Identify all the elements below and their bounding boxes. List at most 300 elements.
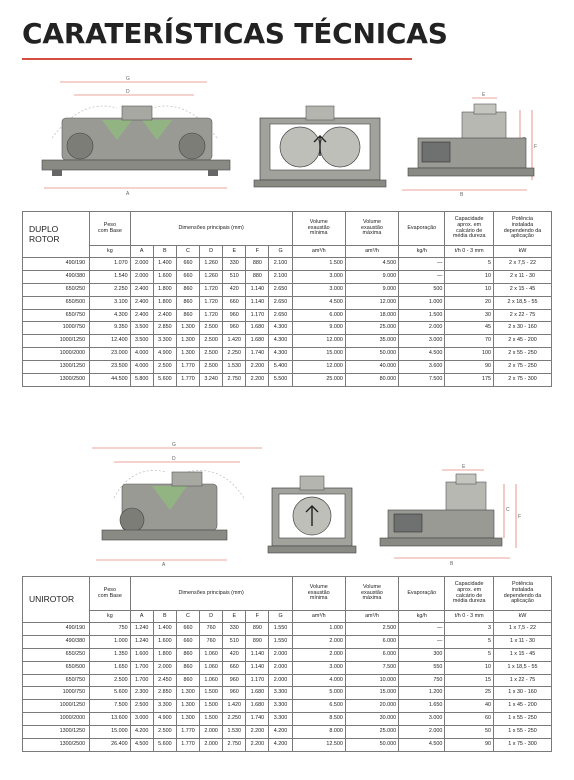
table-cell: 2 x 45 - 200 — [493, 335, 551, 348]
table-cell: 1.420 — [223, 335, 246, 348]
table-cell: 10 — [445, 270, 494, 283]
table-cell: 1.400 — [153, 623, 176, 636]
table-cell: 660 — [176, 258, 199, 271]
table-cell: 2.400 — [130, 283, 153, 296]
table-row — [23, 283, 552, 296]
unit-cell: t/h 0 - 3 mm — [445, 611, 494, 623]
table-cell: 1300/1250 — [23, 726, 90, 739]
table-cell: 1.300 — [176, 687, 199, 700]
table-row — [23, 635, 552, 648]
table-cell: 1.540 — [90, 270, 131, 283]
table-cell: 2.000 — [399, 726, 445, 739]
unit-cell: B — [153, 246, 176, 258]
table-cell: 1000/750 — [23, 322, 90, 335]
table-cell: 330 — [223, 258, 246, 271]
table-cell: 2.000 — [153, 661, 176, 674]
table-cell: 1.260 — [200, 270, 223, 283]
unirotor-side-view — [92, 442, 262, 568]
table-cell: 1.420 — [223, 700, 246, 713]
table-cell: 1000/1250 — [23, 700, 90, 713]
table-cell: 3.600 — [399, 361, 445, 374]
unit-cell: kg/h — [399, 246, 445, 258]
table-row — [23, 661, 552, 674]
page-title: CARATERÍSTICAS TÉCNICAS — [22, 17, 448, 50]
table-cell: 2.250 — [223, 348, 246, 361]
unit-cell: C — [176, 246, 199, 258]
table-cell: 1.000 — [90, 635, 131, 648]
table-cell: 1.260 — [200, 258, 223, 271]
table-cell: 1.500 — [399, 309, 445, 322]
table-cell: 2.100 — [269, 258, 292, 271]
dim-label-b: B — [450, 561, 454, 567]
table-cell: 1.600 — [130, 648, 153, 661]
table-cell: 1.770 — [176, 374, 199, 387]
table-cell: 2.100 — [269, 270, 292, 283]
unit-cell: F — [246, 611, 269, 623]
table-cell: — — [399, 635, 445, 648]
table-cell: 860 — [176, 674, 199, 687]
table-cell: 44.500 — [90, 374, 131, 387]
table-cell: 2.650 — [269, 283, 292, 296]
table-cell: 2.500 — [90, 674, 131, 687]
table-cell: 2.500 — [200, 335, 223, 348]
table-cell: 510 — [223, 635, 246, 648]
table-cell: 12.500 — [292, 739, 345, 752]
table-cell: 1.350 — [90, 648, 131, 661]
table-cell: 12.000 — [292, 335, 345, 348]
table-cell: 1.060 — [200, 648, 223, 661]
dim-label-e: E — [462, 464, 466, 470]
table-cell: 2.250 — [90, 283, 131, 296]
table-cell: 2.850 — [153, 687, 176, 700]
table-cell: 25.000 — [345, 322, 398, 335]
unirotor-front-view — [268, 476, 356, 553]
table-cell: 50.000 — [345, 739, 398, 752]
table-cell: 1.300 — [176, 348, 199, 361]
table-cell: 26.400 — [90, 739, 131, 752]
table-cell: 45 — [445, 322, 494, 335]
table-cell: 1 x 11 - 30 — [493, 635, 551, 648]
unit-cell: kW — [493, 246, 551, 258]
table-cell: 650/250 — [23, 283, 90, 296]
table-cell: 860 — [176, 296, 199, 309]
table-cell: 5 — [445, 635, 494, 648]
table-cell: 5 — [445, 258, 494, 271]
table-cell: 8.500 — [292, 713, 345, 726]
table-cell: 1.720 — [200, 296, 223, 309]
table-cell: 2.000 — [399, 322, 445, 335]
table-cell: 30 — [445, 309, 494, 322]
table-cell: 12.400 — [90, 335, 131, 348]
table-cell: 1300/2500 — [23, 739, 90, 752]
table-cell: — — [399, 258, 445, 271]
table-cell: 1000/2000 — [23, 348, 90, 361]
table-row — [23, 296, 552, 309]
table-cell: 2 x 55 - 250 — [493, 348, 551, 361]
table-cell: 50 — [445, 726, 494, 739]
unit-cell: A — [130, 246, 153, 258]
table-cell: 1.740 — [246, 713, 269, 726]
table-cell: 1 x 30 - 160 — [493, 687, 551, 700]
table-cell: 760 — [200, 623, 223, 636]
table-cell: 4.200 — [269, 739, 292, 752]
table-cell: 20 — [445, 296, 494, 309]
table-cell: 3.500 — [130, 322, 153, 335]
table-cell: 7.500 — [90, 700, 131, 713]
table-cell: 1.770 — [176, 739, 199, 752]
table-cell: 490/190 — [23, 258, 90, 271]
table-cell: 330 — [223, 623, 246, 636]
unit-cell: am³/h — [292, 246, 345, 258]
table-cell: 860 — [176, 283, 199, 296]
table-cell: 2.650 — [269, 296, 292, 309]
table-cell: 1000/750 — [23, 687, 90, 700]
table-cell: 890 — [246, 635, 269, 648]
table-cell: 1.800 — [153, 648, 176, 661]
col-dimensoes: Dimensões principais (mm) — [130, 577, 292, 611]
table-cell: 1.140 — [246, 283, 269, 296]
table-cell: 1.300 — [176, 335, 199, 348]
table-cell: 3.100 — [90, 296, 131, 309]
dim-label-g: G — [172, 442, 176, 448]
table-cell: 2 x 11 - 30 — [493, 270, 551, 283]
table-cell: 960 — [223, 687, 246, 700]
table-cell: — — [399, 270, 445, 283]
table-cell: 9.350 — [90, 322, 131, 335]
table-row — [23, 739, 552, 752]
unit-cell: E — [223, 246, 246, 258]
col-potencia: Potência instalada dependendo da aplicação — [493, 577, 551, 611]
table-cell: 5.600 — [153, 374, 176, 387]
table-cell: 4.500 — [292, 296, 345, 309]
unit-cell: D — [200, 611, 223, 623]
table-cell: 2.300 — [130, 687, 153, 700]
table-cell: 300 — [399, 648, 445, 661]
table-row — [23, 648, 552, 661]
table-cell: 1.800 — [153, 283, 176, 296]
table-cell: 90 — [445, 739, 494, 752]
table-cell: 20.000 — [345, 700, 398, 713]
table-cell: 1300/2500 — [23, 374, 90, 387]
table-cell: 2.000 — [200, 726, 223, 739]
unit-cell: kg — [90, 611, 131, 623]
table-cell: 1.300 — [176, 713, 199, 726]
table-model-label: UNIROTOR — [23, 577, 90, 623]
table-cell: 880 — [246, 258, 269, 271]
table-cell: 2.400 — [130, 296, 153, 309]
col-evaporacao: Evaporação — [399, 212, 445, 246]
table-cell: 1.500 — [200, 713, 223, 726]
table-cell: 2.650 — [269, 309, 292, 322]
table-cell: 2 x 75 - 250 — [493, 361, 551, 374]
table-cell: 35.000 — [345, 335, 398, 348]
table-cell: 1.060 — [200, 661, 223, 674]
table-cell: 10 — [445, 283, 494, 296]
table-cell: 1.680 — [246, 335, 269, 348]
table-cell: 5.000 — [292, 687, 345, 700]
table-cell: 1.800 — [153, 296, 176, 309]
table-cell: 6.000 — [345, 648, 398, 661]
table-cell: 660 — [176, 635, 199, 648]
table-cell: 860 — [176, 661, 199, 674]
table-cell: 8.000 — [292, 726, 345, 739]
table-cell: 1.680 — [246, 322, 269, 335]
dim-label-b: B — [460, 192, 464, 198]
table-cell: 4.500 — [345, 258, 398, 271]
table-cell: 3.000 — [292, 270, 345, 283]
table-cell: 1.500 — [292, 258, 345, 271]
duplo-side-view — [42, 76, 230, 197]
table-cell: 5.600 — [153, 739, 176, 752]
table-cell: 1.770 — [176, 361, 199, 374]
table-cell: 12.000 — [292, 361, 345, 374]
table-cell: 3.500 — [130, 335, 153, 348]
table-cell: 2.200 — [246, 361, 269, 374]
table-cell: 50.000 — [345, 348, 398, 361]
table-cell: 5.400 — [269, 361, 292, 374]
dim-label-f: F — [534, 144, 538, 150]
table-cell: 1.200 — [399, 687, 445, 700]
table-cell: 30.000 — [345, 713, 398, 726]
col-vol-max: Volume exaustão máxima — [345, 212, 398, 246]
table-cell: 650/250 — [23, 648, 90, 661]
table-cell: 3.300 — [269, 713, 292, 726]
table-cell: 1.140 — [246, 661, 269, 674]
table-cell: 1.700 — [130, 661, 153, 674]
table-row — [23, 623, 552, 636]
table-cell: 1.500 — [200, 687, 223, 700]
table-row — [23, 258, 552, 271]
table-cell: 1 x 18,5 - 55 — [493, 661, 551, 674]
table-cell: 860 — [176, 648, 199, 661]
col-vol-min: Volume exaustão mínima — [292, 212, 345, 246]
col-evaporacao: Evaporação — [399, 577, 445, 611]
table-row — [23, 674, 552, 687]
unit-cell: kg/h — [399, 611, 445, 623]
table-cell: 3.000 — [130, 713, 153, 726]
col-capacidade: Capacidade aprox. em calcário de média dureza — [445, 577, 494, 611]
table-cell: 1.070 — [90, 258, 131, 271]
table-cell: 1.530 — [223, 361, 246, 374]
table-cell: 25.000 — [345, 726, 398, 739]
table-cell: 7.500 — [345, 661, 398, 674]
table-cell: 3.000 — [292, 661, 345, 674]
unit-cell: B — [153, 611, 176, 623]
table-cell: 6.000 — [292, 309, 345, 322]
table-cell: 1 x 7,5 - 22 — [493, 623, 551, 636]
table-cell: 1 x 15 - 45 — [493, 648, 551, 661]
table-cell: 1.500 — [200, 700, 223, 713]
table-cell: 1 x 75 - 300 — [493, 739, 551, 752]
table-cell: 40.000 — [345, 361, 398, 374]
table-cell: 1.770 — [176, 726, 199, 739]
table-model-label: DUPLO ROTOR — [23, 212, 90, 258]
table-cell: 2 x 22 - 75 — [493, 309, 551, 322]
table-cell: 18.000 — [345, 309, 398, 322]
table-cell: 1.240 — [130, 635, 153, 648]
table-cell: 1.000 — [399, 296, 445, 309]
table-cell: 2.500 — [130, 700, 153, 713]
table-cell: 490/380 — [23, 270, 90, 283]
table-cell: 1.720 — [200, 283, 223, 296]
table-cell: 5.600 — [90, 687, 131, 700]
table-cell: 2.500 — [200, 361, 223, 374]
dim-label-a: A — [162, 562, 166, 568]
table-cell: 2.500 — [153, 726, 176, 739]
table-cell: 70 — [445, 335, 494, 348]
table-cell: 890 — [246, 623, 269, 636]
table-cell: 650/750 — [23, 674, 90, 687]
dim-label-a: A — [126, 191, 130, 197]
table-cell: 2.750 — [223, 739, 246, 752]
table-cell: 860 — [176, 309, 199, 322]
table-cell: — — [399, 623, 445, 636]
duplo-end-view — [402, 92, 537, 198]
table-row — [23, 361, 552, 374]
table-row — [23, 335, 552, 348]
table-cell: 510 — [223, 270, 246, 283]
table-cell: 7.500 — [399, 374, 445, 387]
units-row — [23, 246, 552, 258]
table-cell: 4.300 — [269, 335, 292, 348]
dim-label-d: D — [172, 456, 176, 462]
table-cell: 2 x 18,5 - 55 — [493, 296, 551, 309]
table-cell: 2.200 — [246, 726, 269, 739]
table-row — [23, 322, 552, 335]
unit-cell: F — [246, 246, 269, 258]
table-cell: 60 — [445, 713, 494, 726]
table-cell: 3.300 — [153, 700, 176, 713]
table-cell: 960 — [223, 309, 246, 322]
table-cell: 1000/2000 — [23, 713, 90, 726]
table-cell: 5.500 — [269, 374, 292, 387]
table-cell: 4.900 — [153, 713, 176, 726]
table-cell: 550 — [399, 661, 445, 674]
table-row — [23, 700, 552, 713]
duplo-front-view — [254, 106, 386, 187]
table-cell: 4.300 — [269, 322, 292, 335]
unit-cell: am³/h — [292, 611, 345, 623]
table-cell: 2.400 — [130, 309, 153, 322]
table-cell: 1.550 — [269, 635, 292, 648]
table-cell: 650/500 — [23, 661, 90, 674]
table-cell: 6.000 — [345, 635, 398, 648]
table-cell: 1000/1250 — [23, 335, 90, 348]
unit-cell: t/h 0 - 3 mm — [445, 246, 494, 258]
table-cell: 1.530 — [223, 726, 246, 739]
table-cell: 2.000 — [269, 661, 292, 674]
table-cell: 10 — [445, 661, 494, 674]
table-cell: 3.300 — [269, 700, 292, 713]
table-cell: 2 x 15 - 45 — [493, 283, 551, 296]
col-capacidade: Capacidade aprox. em calcário de média dureza — [445, 212, 494, 246]
table-cell: 4.200 — [269, 726, 292, 739]
table-cell: 6.500 — [292, 700, 345, 713]
table-cell: 2.500 — [200, 348, 223, 361]
unit-cell: G — [269, 246, 292, 258]
table-row — [23, 374, 552, 387]
table-cell: 15.000 — [345, 687, 398, 700]
table-cell: 25 — [445, 687, 494, 700]
table-cell: 40 — [445, 700, 494, 713]
table-cell: 1.650 — [399, 700, 445, 713]
table-cell: 5.800 — [130, 374, 153, 387]
table-row — [23, 687, 552, 700]
table-cell: 100 — [445, 348, 494, 361]
table-cell: 1.720 — [200, 309, 223, 322]
table-cell: 2.000 — [269, 674, 292, 687]
table-cell: 1.300 — [176, 700, 199, 713]
table-cell: 1.170 — [246, 674, 269, 687]
table-cell: 9.000 — [345, 270, 398, 283]
table-cell: 3.000 — [399, 335, 445, 348]
table-cell: 1.650 — [90, 661, 131, 674]
table-cell: 23.500 — [90, 361, 131, 374]
table-cell: 2.000 — [200, 739, 223, 752]
table-cell: 660 — [176, 270, 199, 283]
table-cell: 4.000 — [130, 361, 153, 374]
table-cell: 3.000 — [399, 713, 445, 726]
table-row — [23, 270, 552, 283]
units-row — [23, 611, 552, 623]
table-cell: 2 x 75 - 300 — [493, 374, 551, 387]
unirotor-end-view — [380, 464, 521, 567]
table-cell: 23.000 — [90, 348, 131, 361]
table-cell: 90 — [445, 361, 494, 374]
unit-cell: C — [176, 611, 199, 623]
table-cell: 1 x 55 - 250 — [493, 713, 551, 726]
table-cell: 12.000 — [345, 296, 398, 309]
table-cell: 9.000 — [345, 283, 398, 296]
table-cell: 2.000 — [130, 258, 153, 271]
dim-label-f: F — [518, 514, 522, 520]
table-cell: 2.200 — [246, 374, 269, 387]
table-cell: 3.000 — [292, 283, 345, 296]
table-cell: 4.000 — [130, 348, 153, 361]
table-cell: 1.140 — [246, 648, 269, 661]
table-cell: 1.140 — [246, 296, 269, 309]
unit-cell: D — [200, 246, 223, 258]
col-vol-min: Volume exaustão mínima — [292, 577, 345, 611]
table-row — [23, 726, 552, 739]
table-cell: 2.400 — [153, 309, 176, 322]
unit-cell: E — [223, 611, 246, 623]
table-row — [23, 713, 552, 726]
table-cell: 500 — [399, 283, 445, 296]
col-vol-max: Volume exaustão máxima — [345, 577, 398, 611]
table-cell: 750 — [90, 623, 131, 636]
title-underline — [22, 58, 412, 60]
table-cell: 10.000 — [345, 674, 398, 687]
table-row — [23, 309, 552, 322]
table-cell: 660 — [223, 661, 246, 674]
table-cell: 1.680 — [246, 700, 269, 713]
table-cell: 4.200 — [130, 726, 153, 739]
table-cell: 750 — [399, 674, 445, 687]
table-cell: 1.300 — [176, 322, 199, 335]
table-cell: 2 x 30 - 160 — [493, 322, 551, 335]
table-cell: 2 x 7,5 - 22 — [493, 258, 551, 271]
table-cell: 13.600 — [90, 713, 131, 726]
table-cell: 3.300 — [269, 687, 292, 700]
table-cell: 1.600 — [153, 635, 176, 648]
table-cell: 2.250 — [223, 713, 246, 726]
dim-label-e: E — [482, 92, 486, 98]
unirotor-table — [22, 576, 552, 752]
table-cell: 1.550 — [269, 623, 292, 636]
table-cell: 2.500 — [200, 322, 223, 335]
col-dimensoes: Dimensões principais (mm) — [130, 212, 292, 246]
